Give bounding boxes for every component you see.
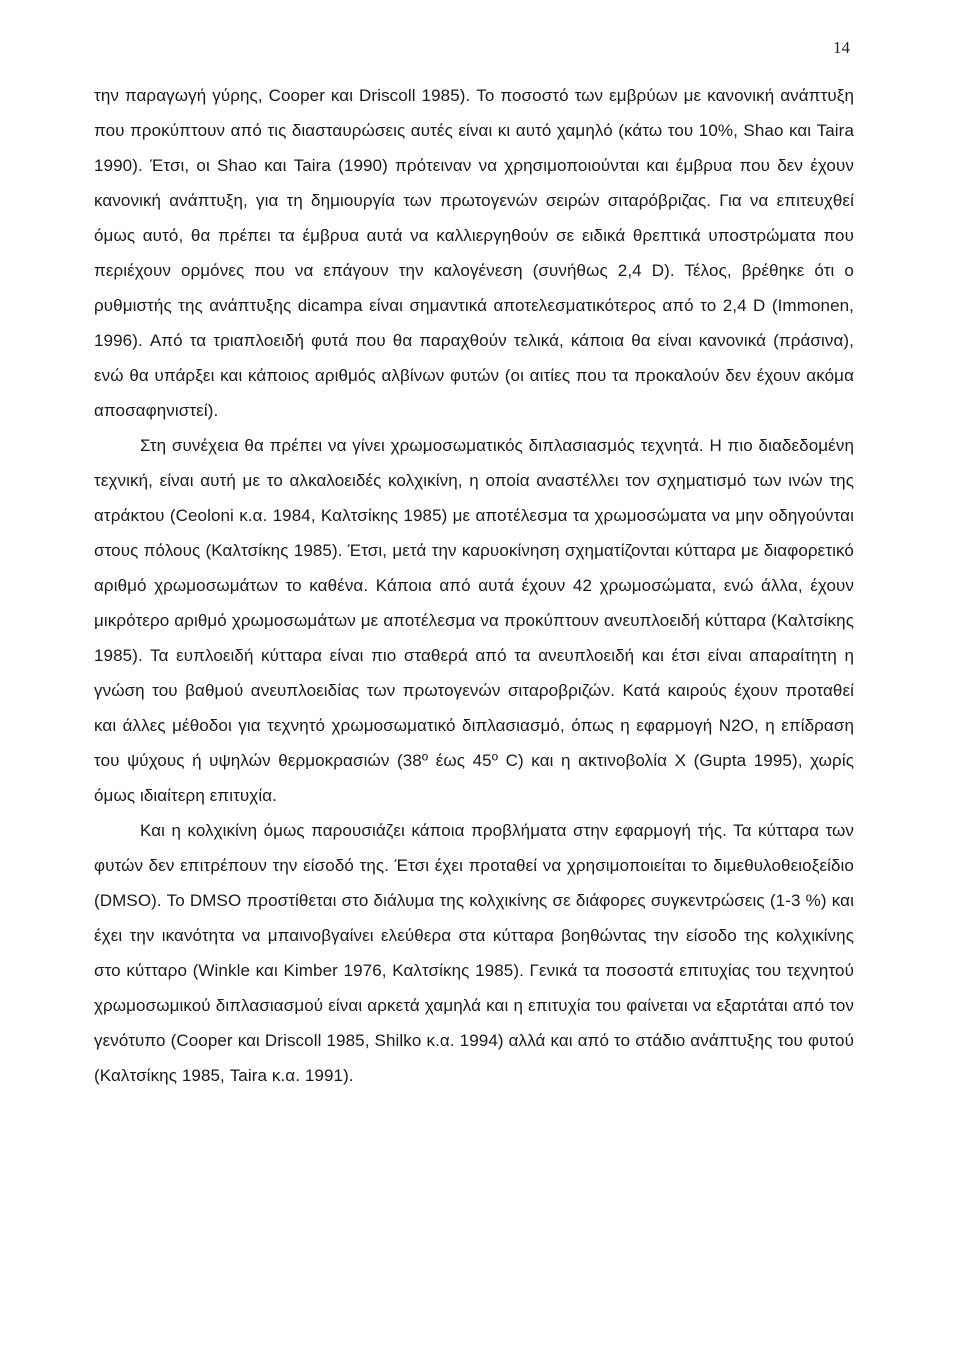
paragraph-3: Και η κολχικίνη όμως παρουσιάζει κάποια προβλήματα στην εφαρμογή τής. Τα κύτταρα των φυτών δεν επιτρέπουν την είσοδό της. Έτσι έχει προταθεί να χρησιμοποιείται το διμεθυλοθειοξείδιο (DMSO). Το DMSO προστίθεται στο διάλυμα της κολχικίνης σε διάφορες συγκεντρώσεις (1-3 %) και έχει την ικανότητα να μπαινοβγαίνει ελεύθερα στα κύτταρα βοηθώντας την είσοδο της κολχικίνης στο κύτταρο (Winkle και Kimber 1976, Καλτσίκης 1985). Γενικά τα ποσοστά επιτυχίας του τεχνητού χρωμοσωμικού διπλασιασμού είναι αρκετά χαμηλά και η επιτυχία του φαίνεται να εξαρτάται από τον γενότυπο (Cooper και Driscoll 1985, Shilko κ.α. 1994) αλλά και από το στάδιο ανάπτυξης του φυτού (Καλτσίκης 1985, Taira κ.α. 1991). <box>94 821 854 1085</box>
paragraph-1: την παραγωγή γύρης, Cooper και Driscoll 1985). Το ποσοστό των εμβρύων με κανονική ανάπτυξη που προκύπτουν από τις διασταυρώσεις αυτές είναι κι αυτό χαμηλό (κάτω του 10%, Shao και Taira 1990). Έτσι, οι Shao και Taira (1990) πρότειναν να χρησιμοποιούνται και έμβρυα που δεν έχουν κανονική ανάπτυξη, για τη δημιουργία των πρωτογενών σειρών σιταρόβριζας. Για να επιτευχθεί όμως αυτό, θα πρέπει τα έμβρυα αυτά να καλλιεργηθούν σε ειδικά θρεπτικά υποστρώματα που περιέχουν ορμόνες που να επάγουν την καλογένεση (συνήθως 2,4 D). Τέλος, βρέθηκε ότι ο ρυθμιστής της ανάπτυξης dicampa είναι σημαντικά αποτελεσματικότερος από το 2,4 D (Immonen, 1996). Από τα τριαπλοειδή φυτά που θα παραχθούν τελικά, κάποια θα είναι κανονικά (πράσινα), ενώ θα υπάρξει και κάποιος αριθμός αλβίνων φυτών (οι αιτίες που τα προκαλούν δεν έχουν ακόμα αποσαφηνιστεί). <box>94 86 854 420</box>
paragraph-2: Στη συνέχεια θα πρέπει να γίνει χρωμοσωματικός διπλασιασμός τεχνητά. Η πιο διαδεδομένη τεχνική, είναι αυτή με το αλκαλοειδές κολχικίνη, η οποία αναστέλλει τον σχηματισμό των ινών της ατράκτου (Ceoloni κ.α. 1984, Καλτσίκης 1985) με αποτέλεσμα τα χρωμοσώματα να μην οδηγούνται στους πόλους (Καλτσίκης 1985). Έτσι, μετά την καρυοκίνηση σχηματίζονται κύτταρα με διαφορετικό αριθμό χρωμοσωμάτων το καθένα. Κάποια από αυτά έχουν 42 χρωμοσώματα, ενώ άλλα, έχουν μικρότερο αριθμό χρωμοσωμάτων με αποτέλεσμα να προκύπτουν ανευπλοειδή κύτταρα (Καλτσίκης 1985). Τα ευπλοειδή κύτταρα είναι πιο σταθερά από τα ανευπλοειδή και έτσι είναι απαραίτητη η γνώση του βαθμού ανευπλοειδίας των πρωτογενών σιταροβριζών. Κατά καιρούς έχουν προταθεί και άλλες μέθοδοι για τεχνητό χρωμοσωματικό διπλασιασμό, όπως η εφαρμογή N2O, η επίδραση του ψύχους ή υψηλών θερμοκρασιών (38º έως 45º C) και η ακτινοβολία X (Gupta 1995), χωρίς όμως ιδιαίτερη επιτυχία. <box>94 436 854 805</box>
page-number: 14 <box>833 38 850 57</box>
body-text <box>94 78 854 1093</box>
